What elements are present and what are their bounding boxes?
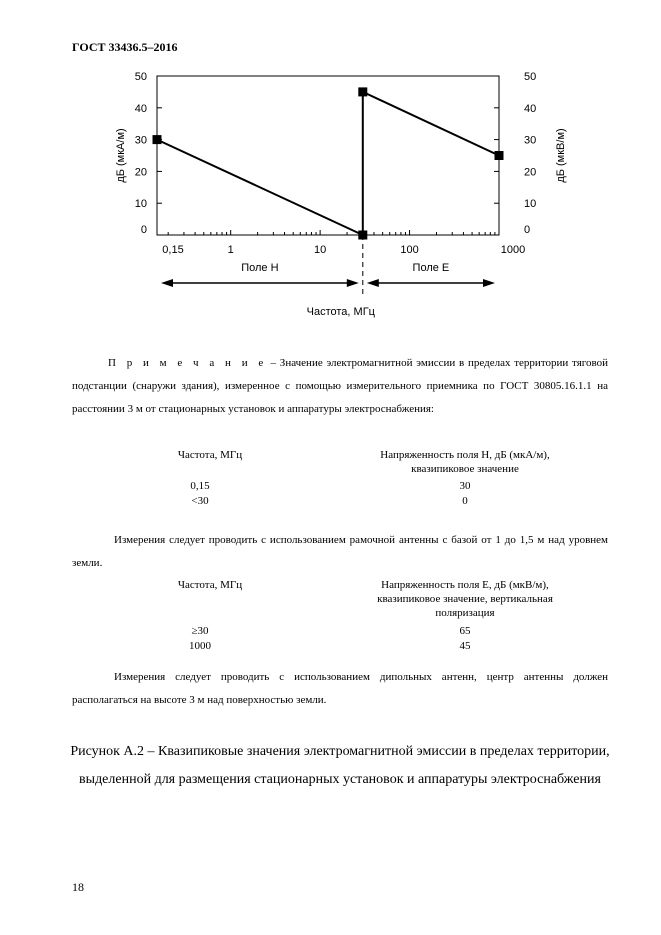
note-paragraph (72, 352, 608, 421)
figure-caption: Рисунок А.2 – Квазипиковые значения электромагнитной эмиссии в пределах территории, выделенной для размещения стационарных установок и аппаратуры электроснабжения (70, 744, 610, 787)
x-axis-label: Частота, МГц (306, 306, 375, 318)
antenna-paragraph-1: Измерения следует проводить с использованием рамочной антенны с базой от 1 до 1,5 м над уровнем земли. (72, 534, 608, 569)
table1-col2-line2: квазипиковое значение (411, 463, 519, 475)
series-point (495, 151, 504, 160)
series-point (153, 135, 162, 144)
table1-row-2-freq: <30 (191, 495, 209, 507)
y-tick-label-left: 20 (134, 166, 147, 179)
y-tick-label-right: 20 (524, 166, 537, 179)
table1-col2-line1: Напряженность поля Н, дБ (мкА/м), (380, 449, 550, 461)
y-tick-label-left: 0 (140, 224, 147, 236)
table1-row-2-value: 0 (462, 495, 468, 507)
x-tick-label: 1 (227, 244, 234, 256)
y-tick-label-left: 30 (134, 134, 147, 147)
plot-frame (157, 76, 499, 235)
table2-col2-line2: квазипиковое значение, вертикальная (377, 593, 553, 605)
table2-col2-line3: поляризация (435, 607, 495, 619)
y-tick-label-right: 50 (524, 71, 537, 83)
x-tick-label: 0,15 (162, 244, 184, 256)
document-header: ГОСТ 33436.5–2016 (72, 40, 178, 54)
region-arrow-head-left (367, 279, 379, 287)
table2-row-1-freq: ≥30 (191, 625, 209, 637)
y-tick-label-left: 10 (134, 198, 147, 211)
y-tick-label-right: 40 (524, 102, 537, 115)
region-arrow-head-right (347, 279, 359, 287)
table2-row-1-value: 65 (459, 625, 471, 637)
y-axis-label-left: дБ (мкА/м) (115, 128, 127, 183)
region-label: Поле Н (241, 262, 279, 274)
y-tick-label-right: 0 (524, 224, 531, 236)
y-tick-label-left: 50 (134, 71, 147, 83)
y-axis-label-right: дБ (мкВ/м) (555, 128, 567, 183)
note-text: – Значение электромагнитной эмиссии в пределах территории тяговой подстанции (снаружи здания), измеренное с помощью измерительного приемника по ГОСТ 30805.16.1.1 на расстоянии 3 м от стационарных установок и аппаратуры электроснабжения: (72, 357, 608, 415)
table2-col2-header (330, 578, 600, 620)
series-line-1 (157, 140, 363, 235)
table2-row-2-value: 45 (459, 640, 471, 652)
plot-area (115, 71, 567, 318)
y-tick-label-right: 10 (524, 198, 537, 211)
region-label: Поле Е (412, 262, 450, 274)
x-tick-label: 10 (314, 244, 327, 256)
y-tick-label-right: 30 (524, 134, 537, 147)
note-lead: П р и м е ч а н и е (108, 357, 267, 369)
table2-col1-header: Частота, МГц (177, 579, 243, 591)
page-number: 18 (72, 880, 84, 894)
y-tick-label-left: 40 (134, 102, 147, 115)
series-line-2 (363, 92, 499, 156)
region-arrow-head-right (483, 279, 495, 287)
x-tick-label: 100 (400, 244, 419, 256)
region-arrow-head-left (161, 279, 173, 287)
x-tick-label: 1000 (500, 244, 526, 256)
table1-col1-header: Частота, МГц (177, 449, 243, 461)
table2-row-2-freq: 1000 (189, 640, 211, 652)
table1-col2-header (330, 448, 600, 476)
emission-chart (0, 60, 661, 320)
table1-row-1-value: 30 (459, 480, 471, 492)
antenna-paragraph-2: Измерения следует проводить с использованием дипольных антенн, центр антенны должен располагаться на высоте 3 м над поверхностью земли. (72, 671, 608, 706)
table2-col2-line1: Напряженность поля Е, дБ (мкВ/м), (381, 579, 549, 591)
table1-row-1-freq: 0,15 (190, 480, 210, 492)
